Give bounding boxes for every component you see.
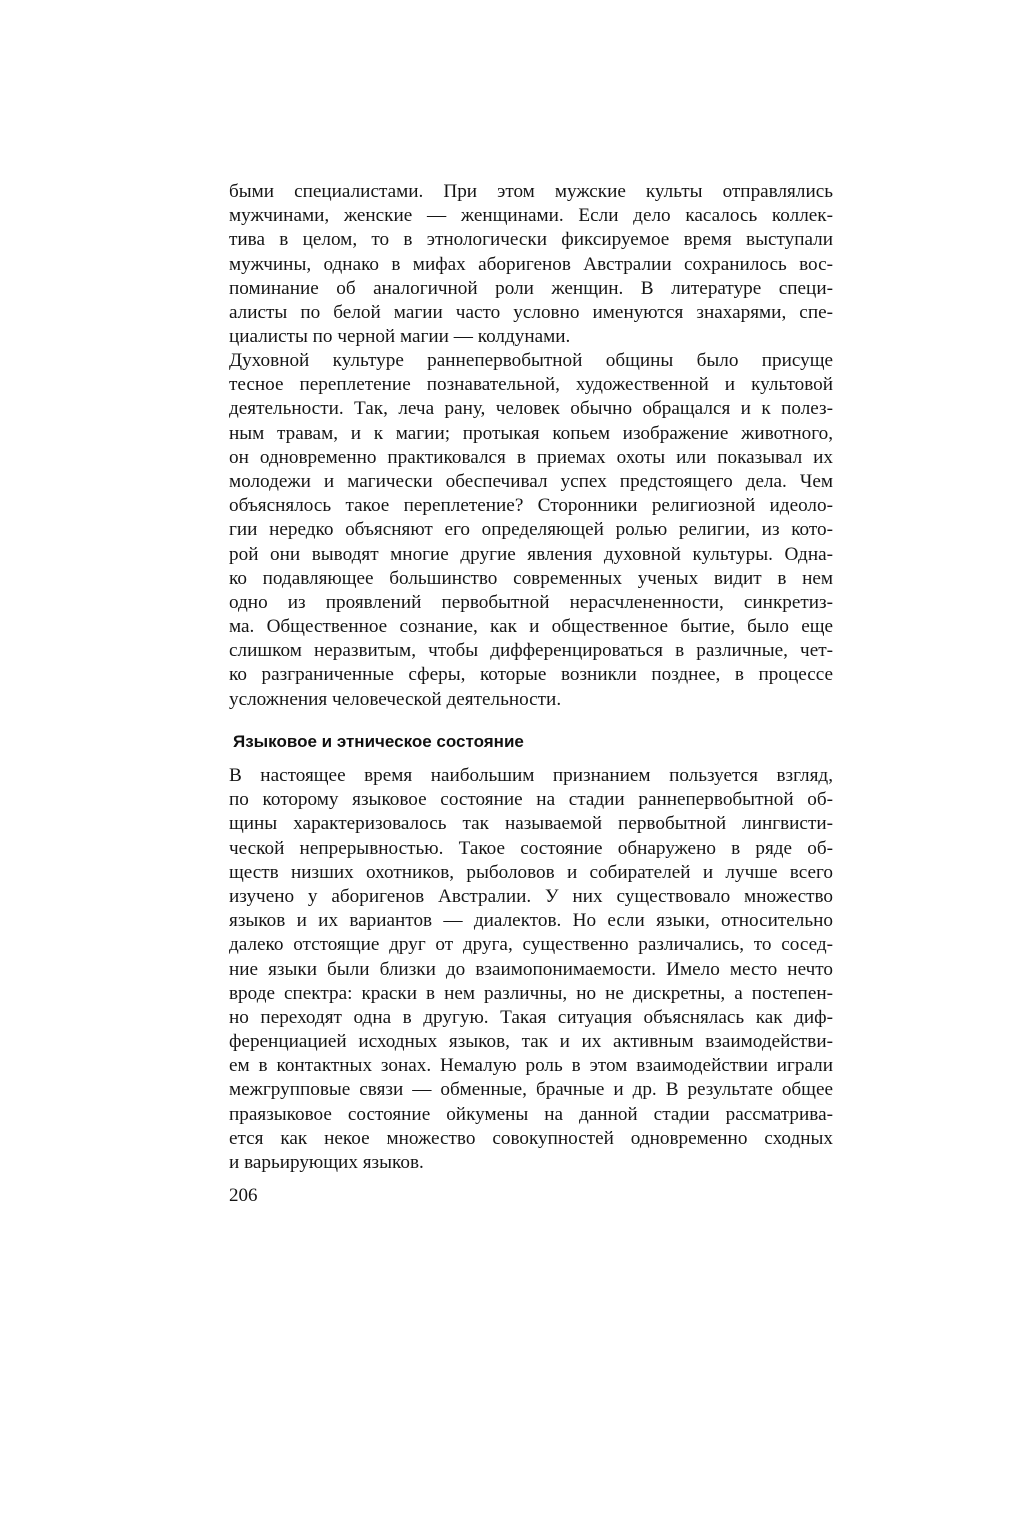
paragraph-line: гии нередко объясняют его определяющей ролью религии, из кото- [229,519,833,541]
paragraph-line: Духовной культуре раннепервобытной общины было присуще [229,350,833,371]
paragraph-line: алисты по белой магии часто условно именуются знахарями, спе- [229,301,833,323]
paragraph-line: ным травам, и к магии; протыкая копьем изображение животного, [229,422,833,444]
paragraph-line: но переходят одна в другую. Такая ситуация объяснялась как диф- [229,1006,833,1028]
paragraph-line: ем в контактных зонах. Немалую роль в этом взаимодействии играли [229,1055,833,1077]
paragraph-line: мужчинами, женские — женщинами. Если дело касалось коллек- [229,205,833,227]
paragraph-line: ществ низших охотников, рыболовов и собирателей и лучше всего [229,861,833,883]
paragraph-line: ма. Общественное сознание, как и общественное бытие, было еще [229,616,833,638]
paragraph-line: ференциацией исходных языков, так и их активным взаимодействи- [229,1031,833,1053]
paragraph-line: праязыковое состояние ойкумены на данной стадии рассматрива- [229,1103,833,1125]
paragraph-line: усложнения человеческой деятельности. [229,688,562,710]
paragraph-line: ко разграниченные сферы, которые возникли позднее, в процессе [229,664,833,686]
paragraph-line: тива в целом, то в этнологически фиксируемое время выступали [229,229,833,251]
paragraph-line: далеко отстоящие друг от друга, существенно различались, то сосед- [229,934,833,956]
paragraph-line: он одновременно практиковался в приемах охоты или показывал их [229,446,833,468]
paragraph-line: одно из проявлений первобытной нерасчлененности, синкретиз- [229,591,833,613]
paragraph-line: циалисты по черной магии — колдунами. [229,326,571,348]
paragraph-line: молодежи и магически обеспечивал успех предстоящего дела. Чем [229,470,833,492]
paragraph-line: объяснялось такое переплетение? Сторонники религиозной идеоло- [229,495,833,517]
paragraph-line: мужчины, однако в мифах аборигенов Австралии сохранилось вос- [229,253,833,275]
paragraph-2 [229,349,833,712]
paragraph-line: ческой непрерывностью. Такое состояние обнаружено в ряде об- [229,837,833,859]
paragraph-line: и варьирующих языков. [229,1152,424,1173]
paragraph-line: слишком неразвитым, чтобы дифференцироваться в различные, чет- [229,640,833,662]
paragraph-3 [229,764,833,1175]
paragraph-line: вроде спектра: краски в нем различны, но не дискретны, а постепен- [229,982,833,1004]
paragraph-line: деятельности. Так, леча рану, человек обычно обращался и к полез- [229,398,833,420]
paragraph-line: быми специалистами. При этом мужские культы отправлялись [229,181,833,202]
page-number: 206 [229,1185,258,1206]
paragraph-line: изучено у аборигенов Австралии. У них существовало множество [229,885,833,907]
paragraph-line: ние языки были близки до взаимопонимаемости. Имело место нечто [229,958,833,980]
paragraph-line: межгрупповые связи — обменные, брачные и др. В результате общее [229,1079,833,1101]
paragraph-line: тесное переплетение познавательной, художественной и культовой [229,374,833,396]
paragraph-line: рой они выводят многие другие явления духовной культуры. Одна- [229,543,833,565]
section-heading: Языковое и этническое состояние [233,732,524,751]
paragraph-line: ется как некое множество совокупностей одновременно сходных [229,1127,833,1149]
paragraph-line: поминание об аналогичной роли женщин. В литературе специ- [229,277,833,299]
paragraph-line: языков и их вариантов — диалектов. Но если языки, относительно [229,910,833,932]
paragraph-line: ко подавляющее большинство современных ученых видит в нем [229,567,833,589]
paragraph-line: щины характеризовалось так называемой первобытной лингвисти- [229,813,833,835]
paragraph-line: по которому языковое состояние на стадии раннепервобытной об- [229,789,833,811]
paragraph-line: В настоящее время наибольшим признанием пользуется взгляд, [229,765,833,786]
paragraph-1 [229,180,833,349]
